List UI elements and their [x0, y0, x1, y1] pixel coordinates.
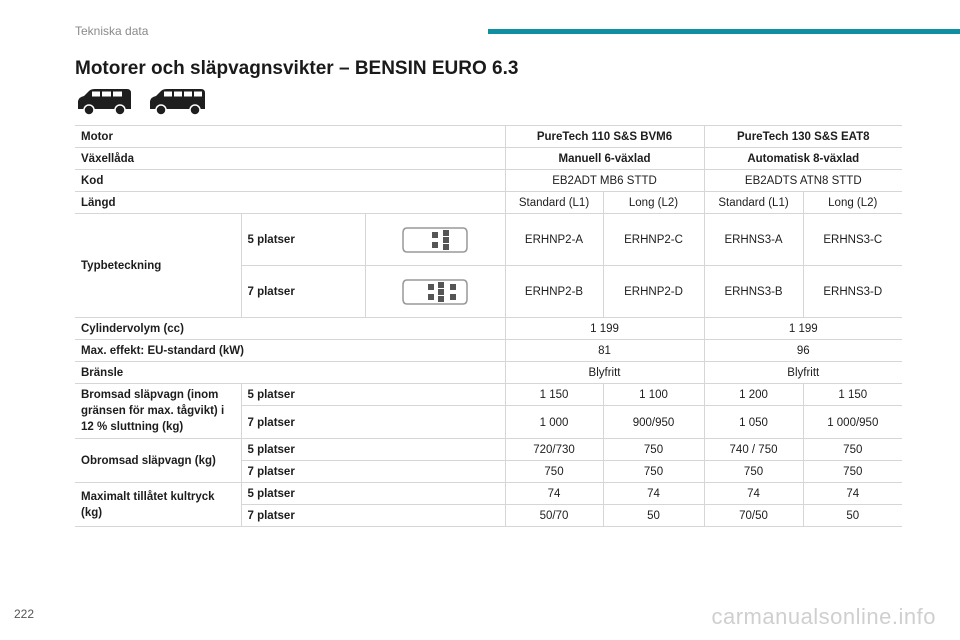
type-code-cell: ERHNS3-D	[803, 266, 902, 318]
fuel-engine-2: Blyfritt	[704, 362, 902, 384]
van-short-icon	[75, 88, 133, 116]
type-code-cell: ERHNP2-A	[505, 214, 603, 266]
cylinder-engine-1: 1 199	[505, 318, 704, 340]
table-row	[75, 362, 902, 384]
page-number: 222	[14, 607, 35, 621]
table-row	[75, 148, 902, 170]
seat-layout-5-icon	[401, 224, 469, 256]
braked-7-seats-label: 7 platser	[241, 406, 505, 439]
row-label-nose-weight: Maximalt tillåtet kultryck (kg)	[75, 483, 241, 527]
gearbox-engine-2: Automatisk 8-växlad	[704, 148, 902, 170]
section-label: Tekniska data	[75, 24, 149, 38]
noseweight-cell: 74	[603, 483, 704, 505]
seat-layout-7-icon	[401, 276, 469, 308]
braked-cell: 1 150	[803, 384, 902, 406]
unbraked-cell: 750	[704, 461, 803, 483]
noseweight-7-seats-label: 7 platser	[241, 505, 505, 527]
row-label-length: Längd	[75, 192, 505, 214]
length-cell: Standard (L1)	[704, 192, 803, 214]
length-cell: Long (L2)	[803, 192, 902, 214]
noseweight-cell: 70/50	[704, 505, 803, 527]
unbraked-cell: 750	[603, 439, 704, 461]
row-label-power: Max. effekt: EU-standard (kW)	[75, 340, 505, 362]
table-row	[75, 192, 902, 214]
braked-5-seats-label: 5 platser	[241, 384, 505, 406]
power-engine-2: 96	[704, 340, 902, 362]
type-code-cell: ERHNS3-B	[704, 266, 803, 318]
seat-layout-7-cell	[365, 266, 505, 318]
gearbox-engine-1: Manuell 6-växlad	[505, 148, 704, 170]
type-code-cell: ERHNS3-C	[803, 214, 902, 266]
length-cell: Standard (L1)	[505, 192, 603, 214]
row-label-gearbox: Växellåda	[75, 148, 505, 170]
type-code-cell: ERHNP2-C	[603, 214, 704, 266]
table-row	[75, 384, 902, 406]
watermark-text: carmanualsonline.info	[711, 604, 936, 629]
table-row	[75, 318, 902, 340]
table-row	[75, 439, 902, 461]
unbraked-cell: 750	[603, 461, 704, 483]
noseweight-cell: 50	[603, 505, 704, 527]
noseweight-5-seats-label: 5 platser	[241, 483, 505, 505]
unbraked-cell: 740 / 750	[704, 439, 803, 461]
table-row	[75, 340, 902, 362]
code-engine-2: EB2ADTS ATN8 STTD	[704, 170, 902, 192]
table-row	[75, 483, 902, 505]
noseweight-cell: 74	[505, 483, 603, 505]
noseweight-cell: 50	[803, 505, 902, 527]
braked-cell: 1 150	[505, 384, 603, 406]
length-cell: Long (L2)	[603, 192, 704, 214]
braked-cell: 1 000/950	[803, 406, 902, 439]
row-label-cylinder: Cylindervolym (cc)	[75, 318, 505, 340]
unbraked-cell: 750	[505, 461, 603, 483]
power-engine-1: 81	[505, 340, 704, 362]
engine-1-name: PureTech 110 S&S BVM6	[505, 126, 704, 148]
van-long-icon	[148, 88, 206, 116]
row-label-fuel: Bränsle	[75, 362, 505, 384]
table-row	[75, 214, 902, 266]
unbraked-cell: 720/730	[505, 439, 603, 461]
table-row	[75, 126, 902, 148]
seat-layout-5-cell	[365, 214, 505, 266]
row-label-unbraked-trailer: Obromsad släpvagn (kg)	[75, 439, 241, 483]
unbraked-cell: 750	[803, 461, 902, 483]
braked-cell: 1 200	[704, 384, 803, 406]
type-7-seats-label: 7 platser	[241, 266, 365, 318]
cylinder-engine-2: 1 199	[704, 318, 902, 340]
row-label-motor: Motor	[75, 126, 505, 148]
braked-cell: 1 000	[505, 406, 603, 439]
unbraked-7-seats-label: 7 platser	[241, 461, 505, 483]
row-label-type: Typbeteckning	[75, 214, 241, 318]
type-code-cell: ERHNP2-D	[603, 266, 704, 318]
braked-cell: 1 050	[704, 406, 803, 439]
braked-cell: 1 100	[603, 384, 704, 406]
noseweight-cell: 50/70	[505, 505, 603, 527]
type-code-cell: ERHNS3-A	[704, 214, 803, 266]
page-title: Motorer och släpvagnsvikter – BENSIN EURO 6.3	[75, 58, 519, 79]
row-label-braked-trailer: Bromsad släpvagn (inom gränsen för max. tågvikt) i 12 % sluttning (kg)	[75, 384, 241, 439]
unbraked-cell: 750	[803, 439, 902, 461]
table-row	[75, 170, 902, 192]
fuel-engine-1: Blyfritt	[505, 362, 704, 384]
header-accent-bar	[488, 29, 960, 34]
type-5-seats-label: 5 platser	[241, 214, 365, 266]
braked-cell: 900/950	[603, 406, 704, 439]
code-engine-1: EB2ADT MB6 STTD	[505, 170, 704, 192]
type-code-cell: ERHNP2-B	[505, 266, 603, 318]
row-label-code: Kod	[75, 170, 505, 192]
noseweight-cell: 74	[803, 483, 902, 505]
unbraked-5-seats-label: 5 platser	[241, 439, 505, 461]
spec-table	[75, 125, 902, 527]
noseweight-cell: 74	[704, 483, 803, 505]
engine-2-name: PureTech 130 S&S EAT8	[704, 126, 902, 148]
